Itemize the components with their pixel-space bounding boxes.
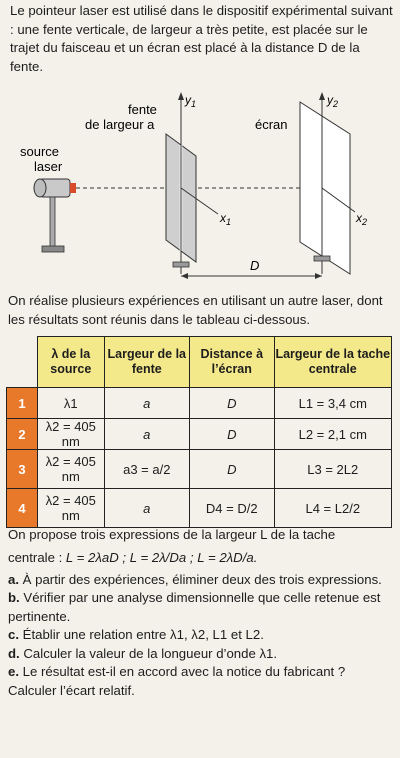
- row-number: 1: [7, 388, 38, 419]
- cell-spot: L4 = L2/2: [274, 489, 391, 528]
- x1-axis-label: $x_1$: [220, 211, 232, 227]
- cell-lambda: λ2 = 405 nm: [38, 489, 105, 528]
- results-table: [6, 336, 392, 528]
- header-spot-width: Largeur de la tache centrale: [274, 337, 391, 388]
- table-row: [7, 419, 392, 450]
- cell-width: a: [104, 388, 189, 419]
- row-number: 2: [7, 419, 38, 450]
- question-a: [8, 571, 394, 590]
- cell-lambda: λ2 = 405 nm: [38, 419, 105, 450]
- question-letter: e.: [8, 664, 19, 679]
- screen-label: écran: [255, 117, 288, 132]
- cell-spot: L2 = 2,1 cm: [274, 419, 391, 450]
- question-text: Calculer la valeur de la longueur d’onde λ1.: [23, 645, 278, 661]
- y2-axis-label: $y_2$: [327, 93, 339, 109]
- cell-distance: D4 = D/2: [189, 489, 274, 528]
- question-b: [8, 589, 394, 626]
- expressions-intro: On propose trois expressions de la largeur L de la tache: [8, 527, 336, 542]
- slit-label-2: de largeur a: [85, 117, 155, 132]
- question-text: Le résultat est-il en accord avec la notice du fabricant ? Calculer l’écart relatif.: [8, 664, 346, 698]
- table-header-row: [7, 337, 392, 388]
- header-source: λ de la source: [38, 337, 105, 388]
- source-label-1: source: [20, 144, 60, 159]
- table-row: [7, 450, 392, 489]
- question-text: Établir une relation entre λ1, λ2, L1 et L2.: [22, 627, 264, 642]
- question-d: [8, 645, 394, 664]
- row-number: 3: [7, 450, 38, 489]
- experimental-setup-diagram: [0, 84, 400, 294]
- screen-plate: [300, 92, 350, 274]
- cell-spot: L3 = 2L2: [274, 450, 391, 489]
- expressions-prefix: centrale :: [8, 549, 63, 565]
- row-number: 4: [7, 489, 38, 528]
- question-text: Vérifier par une analyse dimensionnelle que celle retenue est pertinente.: [8, 590, 381, 624]
- question-letter: d.: [8, 645, 20, 661]
- cell-spot: L1 = 3,4 cm: [274, 388, 391, 419]
- table-row: [7, 388, 392, 419]
- distance-label: D: [250, 258, 260, 273]
- question-e: [8, 663, 394, 700]
- slit-label-1: fente: [128, 102, 157, 117]
- cell-width: a: [104, 419, 189, 450]
- slit-plate: [166, 92, 196, 274]
- cell-lambda: λ2 = 405 nm: [38, 450, 105, 489]
- question-text: À partir des expériences, éliminer deux des trois expressions.: [22, 571, 382, 587]
- question-c: [8, 626, 394, 645]
- cell-distance: D: [189, 450, 274, 489]
- header-slit-width: Largeur de la fente: [104, 337, 189, 388]
- source-label-2: laser: [34, 159, 63, 174]
- y1-axis-label: $y_1$: [185, 93, 197, 109]
- header-distance: Distance à l’écran: [189, 337, 274, 388]
- formula-1: L = 2λaD ;: [65, 549, 127, 565]
- experiments-paragraph: On réalise plusieurs expériences en utilisant un autre laser, dont les résultats sont réunis dans le tableau ci-dessous.: [8, 293, 383, 327]
- cell-distance: D: [189, 388, 274, 419]
- table-corner: [7, 337, 38, 388]
- cell-lambda: λ1: [38, 388, 105, 419]
- intro-paragraph: Le pointeur laser est utilisé dans le dispositif expérimental suivant : une fente verticale, de largeur a très petite, est placée sur le trajet du faisceau et un écran est placé à la distance D de la fente.: [10, 3, 393, 74]
- cell-width: a3 = a/2: [104, 450, 189, 489]
- question-letter: b.: [8, 590, 20, 605]
- questions-block: [8, 526, 394, 700]
- cell-width: a: [104, 489, 189, 528]
- question-letter: c.: [8, 627, 19, 642]
- expressions-line: [8, 545, 394, 571]
- question-letter: a.: [8, 571, 19, 587]
- laser-source: [34, 179, 76, 252]
- x2-axis-label: $x_2$: [356, 211, 368, 227]
- formula-2: L = 2λ/Da ;: [129, 549, 194, 565]
- table-row: [7, 489, 392, 528]
- cell-distance: D: [189, 419, 274, 450]
- formula-3: L = 2λD/a.: [197, 549, 258, 565]
